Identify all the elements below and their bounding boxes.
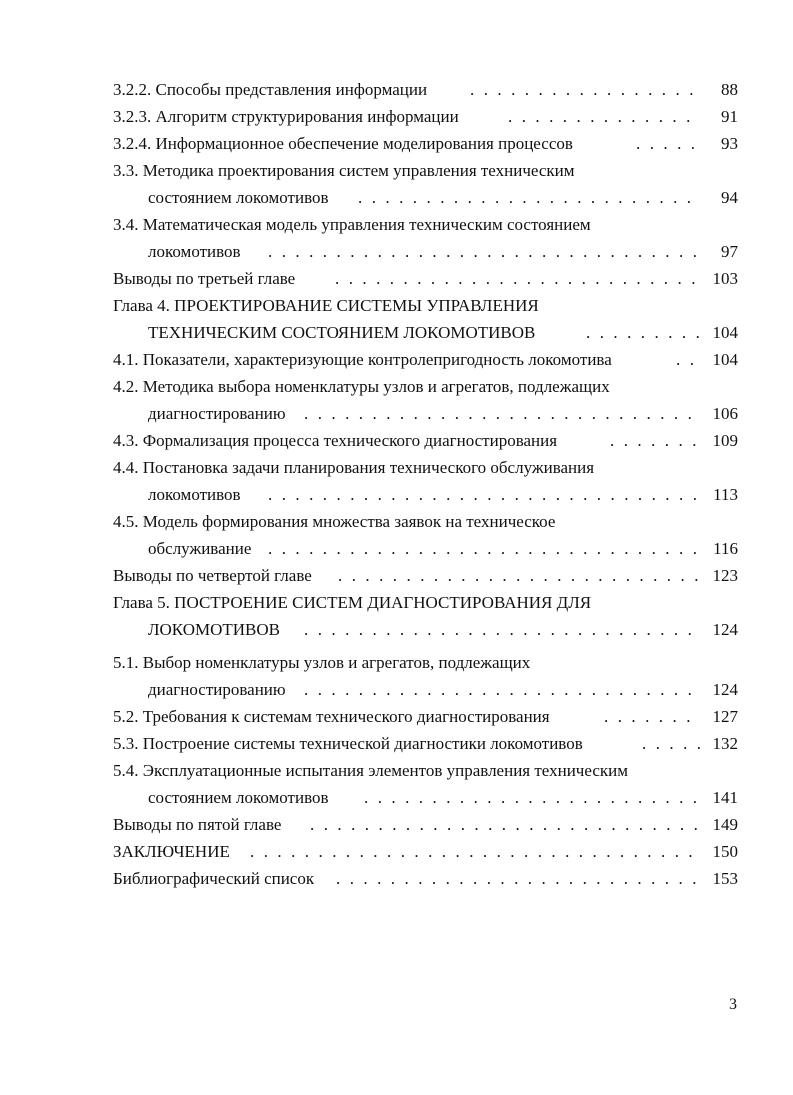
toc-entry-continuation xyxy=(0,618,793,642)
toc-entry-page: 94 xyxy=(721,188,738,207)
leader-dots xyxy=(268,240,700,264)
toc-entry-title-cont: ТЕХНИЧЕСКИМ СОСТОЯНИЕМ ЛОКОМОТИВОВ xyxy=(148,323,536,342)
page-number: 3 xyxy=(729,996,737,1013)
toc-entry xyxy=(0,651,793,675)
leader-dots xyxy=(642,732,700,756)
leader-dots xyxy=(610,429,700,453)
leader-dots xyxy=(268,483,700,507)
toc-entry-continuation xyxy=(0,186,793,210)
toc-entry xyxy=(0,867,793,891)
toc-chapter xyxy=(0,591,793,615)
toc-entry-title-cont: локомотивов xyxy=(148,242,241,261)
toc-entry-page: 104 xyxy=(712,323,738,342)
toc-entry xyxy=(0,564,793,588)
toc-entry xyxy=(0,213,793,237)
toc-entry-page: 127 xyxy=(712,707,738,726)
toc-entry-title: 4.3. Формализация процесса технического диагностирования xyxy=(113,431,558,450)
toc-entry xyxy=(0,78,793,102)
toc-entry xyxy=(0,456,793,480)
toc-entry-page: 116 xyxy=(713,539,738,558)
leader-dots xyxy=(364,786,700,810)
leader-dots xyxy=(336,867,700,891)
toc-entry xyxy=(0,132,793,156)
toc-entry-page: 93 xyxy=(721,134,738,153)
toc-entry-page: 149 xyxy=(712,815,738,834)
toc-entry-continuation xyxy=(0,483,793,507)
toc-entry-page: 124 xyxy=(712,620,738,639)
toc-entry xyxy=(0,348,793,372)
toc-entry-continuation xyxy=(0,321,793,345)
toc-entry-title: Выводы по третьей главе xyxy=(113,269,296,288)
toc-entry xyxy=(0,510,793,534)
toc-entry-title: 5.3. Построение системы технической диагностики локомотивов xyxy=(113,734,583,753)
toc-entry-title: 5.2. Требования к системам технического диагностирования xyxy=(113,707,550,726)
toc-entry-continuation xyxy=(0,537,793,561)
toc-entry xyxy=(0,159,793,183)
leader-dots xyxy=(676,348,700,372)
leader-dots xyxy=(636,132,700,156)
leader-dots xyxy=(358,186,700,210)
toc-entry-continuation xyxy=(0,786,793,810)
toc-entry xyxy=(0,429,793,453)
toc-entry-page: 97 xyxy=(721,242,738,261)
toc-entry xyxy=(0,813,793,837)
toc-entry-title: Глава 5. ПОСТРОЕНИЕ СИСТЕМ ДИАГНОСТИРОВАНИЯ ДЛЯ xyxy=(113,593,592,612)
toc-entry-page: 109 xyxy=(712,431,738,450)
toc-entry-title: 4.2. Методика выбора номенклатуры узлов и агрегатов, подлежащих xyxy=(113,377,610,396)
toc-entry-title-cont: состоянием локомотивов xyxy=(148,788,329,807)
toc-entry-page: 88 xyxy=(721,80,738,99)
toc-entry-title-cont: состоянием локомотивов xyxy=(148,188,329,207)
leader-dots xyxy=(508,105,700,129)
toc-entry-continuation xyxy=(0,678,793,702)
toc-entry-title: 5.1. Выбор номенклатуры узлов и агрегатов, подлежащих xyxy=(113,653,531,672)
toc-entry-title-cont: диагностированию xyxy=(148,680,286,699)
toc-entry-title: ЗАКЛЮЧЕНИЕ xyxy=(113,842,230,861)
toc-entry-title-cont: ЛОКОМОТИВОВ xyxy=(148,620,281,639)
toc-entry-title-cont: обслуживание xyxy=(148,539,252,558)
toc-entry-continuation xyxy=(0,402,793,426)
toc-entry-title: 3.4. Математическая модель управления техническим состоянием xyxy=(113,215,591,234)
leader-dots xyxy=(470,78,700,102)
toc-entry-page: 153 xyxy=(712,869,738,888)
toc-entry-page: 123 xyxy=(712,566,738,585)
toc-entry-page: 124 xyxy=(712,680,738,699)
toc-entry-title: 3.2.4. Информационное обеспечение моделирования процессов xyxy=(113,134,573,153)
toc-entry-title-cont: локомотивов xyxy=(148,485,241,504)
toc-entry-title: 4.5. Модель формирования множества заявок на техническое xyxy=(113,512,556,531)
toc-entry xyxy=(0,759,793,783)
leader-dots xyxy=(304,402,700,426)
toc-entry xyxy=(0,705,793,729)
leader-dots xyxy=(586,321,700,345)
toc-entry-page: 91 xyxy=(721,107,738,126)
toc-entry-title-cont: диагностированию xyxy=(148,404,286,423)
toc-entry-title: 3.2.2. Способы представления информации xyxy=(113,80,428,99)
toc-entry xyxy=(0,267,793,291)
toc-entry-page: 113 xyxy=(713,485,738,504)
toc-entry-title: Глава 4. ПРОЕКТИРОВАНИЕ СИСТЕМЫ УПРАВЛЕНИЯ xyxy=(113,296,539,315)
toc-entry-page: 106 xyxy=(712,404,738,423)
toc-entry-page: 141 xyxy=(712,788,738,807)
toc-entry-page: 104 xyxy=(712,350,738,369)
leader-dots xyxy=(268,537,700,561)
toc-entry-continuation xyxy=(0,240,793,264)
toc-entry-page: 150 xyxy=(712,842,738,861)
leader-dots xyxy=(304,618,700,642)
leader-dots xyxy=(604,705,700,729)
toc-entry-title: 5.4. Эксплуатационные испытания элементов управления техническим xyxy=(113,761,628,780)
toc-entry-page: 132 xyxy=(712,734,738,753)
toc-chapter xyxy=(0,294,793,318)
toc-entry-title: 3.3. Методика проектирования систем управления техническим xyxy=(113,161,575,180)
leader-dots xyxy=(310,813,700,837)
toc-entry-title: 4.4. Постановка задачи планирования технического обслуживания xyxy=(113,458,595,477)
leader-dots xyxy=(304,678,700,702)
toc-entry-title: Выводы по четвертой главе xyxy=(113,566,312,585)
toc-entry-title: 4.1. Показатели, характеризующие контролепригодность локомотива xyxy=(113,350,612,369)
toc-entry xyxy=(0,375,793,399)
toc-entry-title: Библиографический список xyxy=(113,869,315,888)
toc-entry xyxy=(0,732,793,756)
toc-entry-page: 103 xyxy=(712,269,738,288)
toc-entry xyxy=(0,105,793,129)
toc-entry-title: 3.2.3. Алгоритм структурирования информации xyxy=(113,107,459,126)
toc-entry-title: Выводы по пятой главе xyxy=(113,815,282,834)
leader-dots xyxy=(338,564,700,588)
leader-dots xyxy=(250,840,700,864)
toc-entry xyxy=(0,840,793,864)
leader-dots xyxy=(335,267,700,291)
